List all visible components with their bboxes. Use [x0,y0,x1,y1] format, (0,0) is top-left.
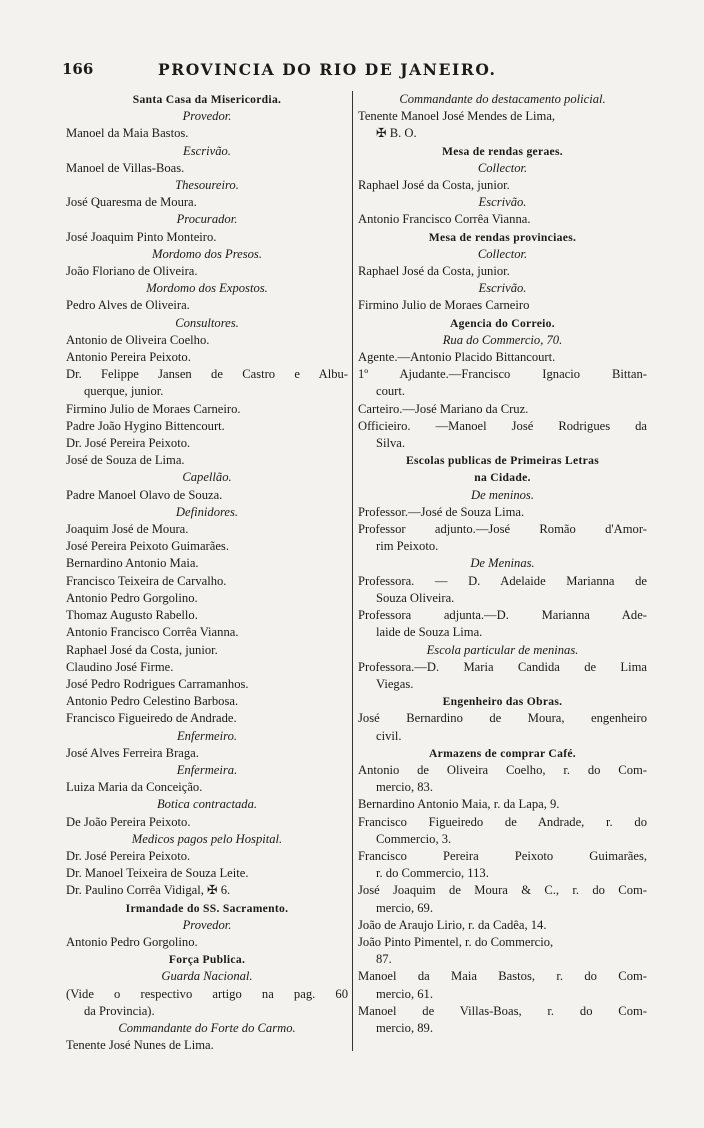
continuation-line: civil. [376,728,402,743]
page-title: PROVINCIA DO RIO DE JANEIRO. [158,60,497,79]
section-heading: Irmandade do SS. Sacramento. [125,901,289,915]
text-line: Carteiro.—José Mariano da Cruz. [358,401,529,416]
text-line: Antonio Pedro Gorgolino. [66,590,198,605]
section-heading: Agencia do Correio. [450,316,555,330]
text-line-justified: (Vide o respectivo artigo na pag. 60 [66,986,348,1001]
text-line-justified: Francisco Figueiredo de Andrade, r. do [358,814,647,829]
text-line: Antonio Pedro Gorgolino. [66,934,198,949]
continuation-line: querque, junior. [84,384,164,399]
italic-subheading: Provedor. [182,109,232,124]
text-line: Padre Manoel Olavo de Souza. [66,487,223,502]
text-line: Raphael José da Costa, junior. [358,264,510,279]
text-line: Pedro Alves de Oliveira. [66,298,190,313]
section-heading: Armazens de comprar Café. [428,746,576,760]
continuation-line: laide de Souza Lima. [376,625,483,640]
left-column [66,91,348,1054]
text-line: Bernardino Antonio Maia, r. da Lapa, 9. [358,797,560,812]
italic-subheading: Medicos pagos pelo Hospital. [131,831,283,846]
section-heading: Força Publica. [168,953,246,967]
italic-subheading: Escola particular de meninas. [426,642,579,657]
italic-subheading: De Meninas. [470,556,535,571]
text-line: Manoel de Villas-Boas. [66,160,185,175]
continuation-line: Silva. [376,436,406,451]
text-line: De João Pereira Peixoto. [66,814,191,829]
text-line-justified: 1º Ajudante.—Francisco Ignacio Bittan- [358,367,647,382]
text-line: Dr. Paulino Corrêa Vidigal, ✠ 6. [66,883,231,898]
page-number: 166 [62,60,94,78]
continuation-line: Commercio, 3. [376,831,452,846]
text-line: Francisco Figueiredo de Andrade. [66,711,237,726]
text-line: Tenente Manoel José Mendes de Lima, [358,109,556,124]
continuation-line: 87. [376,952,392,967]
italic-subheading: Enfermeira. [176,762,238,777]
text-line-justified: José Joaquim de Moura & C., r. do Com- [358,883,647,898]
italic-subheading: Collector. [477,246,528,261]
italic-subheading: Consultores. [175,315,239,330]
text-line: Professor.—José de Souza Lima. [358,504,525,519]
text-line-justified: Antonio de Oliveira Coelho, r. do Com- [358,762,647,777]
continuation-line: rim Peixoto. [376,539,439,554]
text-line-justified: Officieiro. —Manoel José Rodrigues da [358,418,647,433]
text-line-justified: Professor adjunto.—José Romão d'Amor- [358,522,647,537]
italic-subheading: Mordomo dos Expostos. [146,281,268,296]
text-line: Thomaz Augusto Rabello. [66,608,198,623]
continuation-line: Viegas. [376,676,414,691]
section-heading: na Cidade. [474,471,531,485]
section-heading: Escolas publicas de Primeiras Letras [405,454,600,468]
text-line: Claudino José Firme. [66,659,174,674]
right-column [358,91,647,1037]
text-line-justified: Manoel da Maia Bastos, r. do Com- [358,969,647,984]
italic-subheading: Botica contractada. [156,797,258,812]
text-line: Antonio Pereira Peixoto. [66,350,191,365]
continuation-line: Souza Oliveira. [376,590,455,605]
text-line-justified: José Bernardino de Moura, engenheiro [358,711,647,726]
italic-subheading: De meninos. [471,487,534,502]
text-line: João Floriano de Oliveira. [66,264,198,279]
section-heading: Santa Casa da Misericordia. [132,93,282,106]
text-line: Dr. José Pereira Peixoto. [66,436,191,451]
column-divider [352,91,353,1051]
text-line: João Pinto Pimentel, r. do Commercio, [358,934,554,949]
text-line: Manoel da Maia Bastos. [66,126,189,141]
italic-subheading: Capellão. [182,470,232,485]
text-line: Antonio Francisco Corrêa Vianna. [66,625,239,640]
continuation-line: ✠ B. O. [376,126,417,141]
text-line: Antonio Pedro Celestino Barbosa. [66,694,239,709]
text-line: Dr. Manoel Teixeira de Souza Leite. [66,866,249,881]
continuation-line: mercio, 61. [376,986,434,1001]
text-line: João de Araujo Lirio, r. da Cadêa, 14. [358,917,547,932]
text-line: Agente.—Antonio Placido Bittancourt. [358,350,556,365]
text-line-justified: Professora.—D. Maria Candida de Lima [358,659,647,674]
continuation-line: court. [376,384,406,399]
section-heading: Mesa de rendas provinciaes. [428,230,577,244]
italic-subheading: Procurador. [176,212,238,227]
text-line: Dr. José Pereira Peixoto. [66,848,191,863]
italic-subheading: Commandante do destacamento policial. [399,92,606,106]
continuation-line: mercio, 89. [376,1020,434,1035]
italic-subheading: Escrivão. [183,143,231,158]
italic-subheading: Rua do Commercio, 70. [442,332,563,347]
text-line: Firmino Julio de Moraes Carneiro [358,298,530,313]
italic-subheading: Guarda Nacional. [161,969,253,984]
text-line-justified: Francisco Pereira Peixoto Guimarães, [358,848,647,863]
text-line: Antonio Francisco Corrêa Vianna. [358,212,531,227]
running-header [62,60,652,82]
text-line: Firmino Julio de Moraes Carneiro. [66,401,241,416]
text-line: Antonio de Oliveira Coelho. [66,332,210,347]
italic-subheading: Commandante do Forte do Carmo. [118,1020,296,1035]
text-line: Tenente José Nunes de Lima. [66,1038,214,1053]
section-heading: Engenheiro das Obras. [442,695,563,709]
text-line-justified: Professora. — D. Adelaide Marianna de [358,573,647,588]
text-line-justified: Dr. Felippe Jansen de Castro e Albu- [66,367,348,382]
text-line-justified: Professora adjunta.—D. Marianna Ade- [358,608,647,623]
italic-subheading: Mordomo dos Presos. [152,246,262,261]
text-line: Raphael José da Costa, junior. [66,642,218,657]
italic-subheading: Enfermeiro. [176,728,238,743]
italic-subheading: Escrivão. [478,281,527,296]
text-line: José Quaresma de Moura. [66,195,197,210]
text-line: José Pereira Peixoto Guimarães. [66,539,229,554]
text-line-justified: Manoel de Villas-Boas, r. do Com- [358,1003,647,1018]
italic-subheading: Thesoureiro. [175,178,239,193]
text-line: José Pedro Rodrigues Carramanhos. [66,676,249,691]
text-line: Padre João Hygino Bittencourt. [66,418,225,433]
continuation-line: da Provincia). [84,1003,155,1018]
section-heading: Mesa de rendas geraes. [441,144,563,158]
text-line: Luiza Maria da Conceição. [66,780,203,795]
continuation-line: mercio, 69. [376,900,434,915]
text-line: Raphael José da Costa, junior. [358,178,510,193]
italic-subheading: Definidores. [175,504,239,519]
text-line: José Joaquim Pinto Monteiro. [66,229,217,244]
italic-subheading: Escrivão. [478,195,527,210]
text-line: Joaquim José de Moura. [66,522,189,537]
text-line: José de Souza de Lima. [66,453,185,468]
italic-subheading: Provedor. [182,917,232,932]
text-line: José Alves Ferreira Braga. [66,745,199,760]
continuation-line: mercio, 83. [376,780,434,795]
continuation-line: r. do Commercio, 113. [376,866,489,881]
text-line: Bernardino Antonio Maia. [66,556,199,571]
text-line: Francisco Teixeira de Carvalho. [66,573,227,588]
italic-subheading: Collector. [477,160,528,175]
